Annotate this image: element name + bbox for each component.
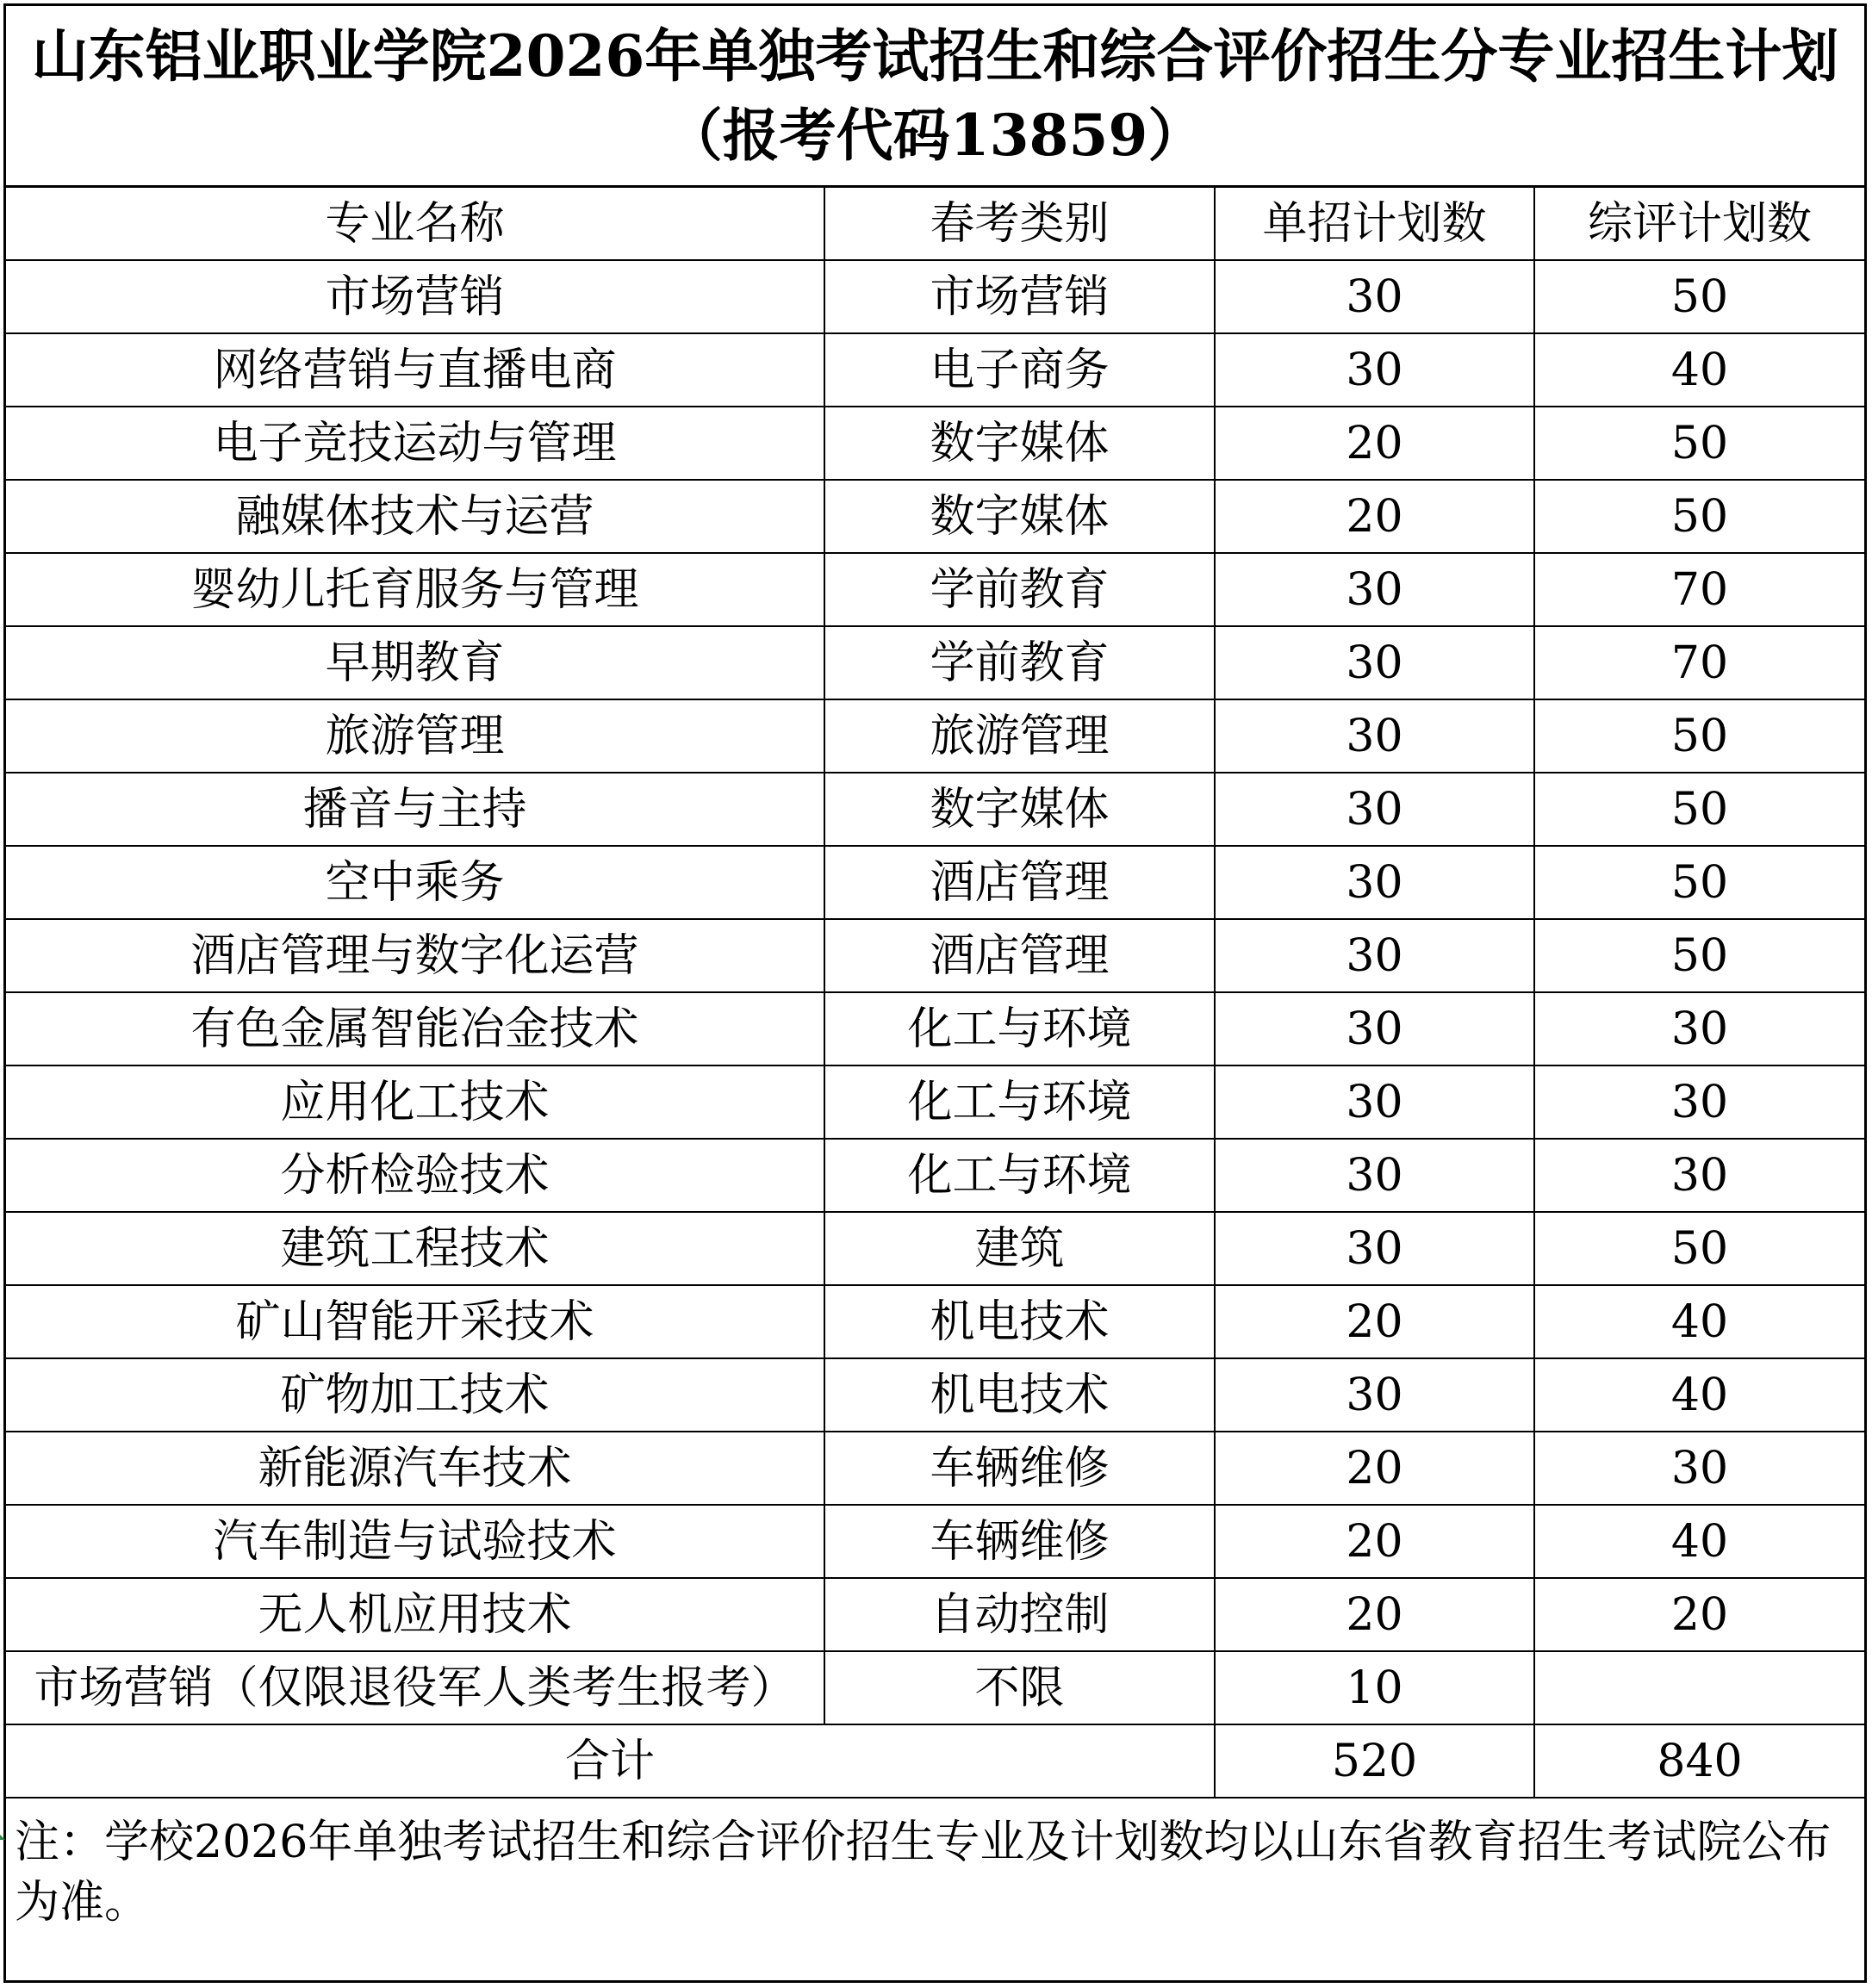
single-plan-cell: 30 (1215, 260, 1534, 333)
comprehensive-plan-cell: 50 (1534, 260, 1864, 333)
single-plan-cell: 20 (1215, 1432, 1534, 1505)
total-comprehensive: 840 (1534, 1724, 1864, 1798)
table-row (6, 1065, 1864, 1139)
category-cell: 化工与环境 (824, 1065, 1215, 1139)
total-single: 520 (1215, 1724, 1534, 1798)
comprehensive-plan-cell: 40 (1534, 1285, 1864, 1358)
comprehensive-plan-cell: 30 (1534, 1065, 1864, 1139)
category-cell: 电子商务 (824, 333, 1215, 407)
single-plan-cell: 30 (1215, 553, 1534, 626)
comprehensive-plan-cell: 40 (1534, 1358, 1864, 1432)
comprehensive-plan-cell: 50 (1534, 480, 1864, 553)
category-cell: 酒店管理 (824, 846, 1215, 919)
column-header-major: 专业名称 (6, 188, 824, 260)
major-cell: 旅游管理 (6, 699, 824, 773)
single-plan-cell: 30 (1215, 1358, 1534, 1432)
table-row (6, 919, 1864, 992)
single-plan-cell: 20 (1215, 1578, 1534, 1651)
single-plan-cell: 30 (1215, 919, 1534, 992)
single-plan-cell: 30 (1215, 333, 1534, 407)
column-header-comprehensive-plan: 综评计划数 (1534, 188, 1864, 260)
comprehensive-plan-cell: 30 (1534, 1139, 1864, 1212)
table-row (6, 407, 1864, 480)
comprehensive-plan-cell: 50 (1534, 773, 1864, 846)
table-row (6, 260, 1864, 333)
table-row (6, 1358, 1864, 1432)
comprehensive-plan-cell: 70 (1534, 626, 1864, 699)
comprehensive-plan-cell: 50 (1534, 1212, 1864, 1285)
page-title: 山东铝业职业学院2026年单独考试招生和综合评价招生分专业招生计划（报考代码13859） (6, 6, 1864, 188)
total-row (6, 1724, 1864, 1798)
single-plan-cell: 30 (1215, 699, 1534, 773)
major-cell: 矿山智能开采技术 (6, 1285, 824, 1358)
major-cell: 市场营销（仅限退役军人类考生报考） (6, 1651, 824, 1724)
single-plan-cell: 10 (1215, 1651, 1534, 1724)
table-row (6, 626, 1864, 699)
single-plan-cell: 30 (1215, 846, 1534, 919)
single-plan-cell: 30 (1215, 1065, 1534, 1139)
column-header-category: 春考类别 (824, 188, 1215, 260)
major-cell: 汽车制造与试验技术 (6, 1505, 824, 1578)
comprehensive-plan-cell: 30 (1534, 1432, 1864, 1505)
single-plan-cell: 20 (1215, 1285, 1534, 1358)
table-row (6, 1578, 1864, 1651)
major-cell: 空中乘务 (6, 846, 824, 919)
category-cell: 机电技术 (824, 1285, 1215, 1358)
comprehensive-plan-cell: 50 (1534, 699, 1864, 773)
single-plan-cell: 30 (1215, 773, 1534, 846)
table-row (6, 699, 1864, 773)
category-cell: 自动控制 (824, 1578, 1215, 1651)
table-row (6, 553, 1864, 626)
category-cell: 化工与环境 (824, 1139, 1215, 1212)
comprehensive-plan-cell: 40 (1534, 333, 1864, 407)
cell-corner-marker (0, 1835, 5, 1840)
major-cell: 市场营销 (6, 260, 824, 333)
single-plan-cell: 20 (1215, 407, 1534, 480)
single-plan-cell: 30 (1215, 626, 1534, 699)
single-plan-cell: 20 (1215, 1505, 1534, 1578)
table-header-row (6, 188, 1864, 260)
table-body (6, 260, 1864, 1724)
category-cell: 不限 (824, 1651, 1215, 1724)
comprehensive-plan-cell (1534, 1651, 1864, 1724)
column-header-single-plan: 单招计划数 (1215, 188, 1534, 260)
table-row (6, 1505, 1864, 1578)
major-cell: 婴幼儿托育服务与管理 (6, 553, 824, 626)
major-cell: 新能源汽车技术 (6, 1432, 824, 1505)
category-cell: 车辆维修 (824, 1432, 1215, 1505)
comprehensive-plan-cell: 20 (1534, 1578, 1864, 1651)
single-plan-cell: 30 (1215, 1139, 1534, 1212)
comprehensive-plan-cell: 50 (1534, 919, 1864, 992)
admission-plan-sheet (3, 3, 1867, 1983)
major-cell: 分析检验技术 (6, 1139, 824, 1212)
category-cell: 市场营销 (824, 260, 1215, 333)
table-row (6, 846, 1864, 919)
major-cell: 融媒体技术与运营 (6, 480, 824, 553)
major-cell: 早期教育 (6, 626, 824, 699)
comprehensive-plan-cell: 40 (1534, 1505, 1864, 1578)
category-cell: 数字媒体 (824, 773, 1215, 846)
major-cell: 网络营销与直播电商 (6, 333, 824, 407)
major-cell: 电子竞技运动与管理 (6, 407, 824, 480)
category-cell: 车辆维修 (824, 1505, 1215, 1578)
table-row (6, 333, 1864, 407)
category-cell: 酒店管理 (824, 919, 1215, 992)
major-cell: 矿物加工技术 (6, 1358, 824, 1432)
category-cell: 机电技术 (824, 1358, 1215, 1432)
category-cell: 化工与环境 (824, 992, 1215, 1065)
table-row (6, 1432, 1864, 1505)
category-cell: 数字媒体 (824, 480, 1215, 553)
table-row (6, 773, 1864, 846)
category-cell: 学前教育 (824, 626, 1215, 699)
major-cell: 无人机应用技术 (6, 1578, 824, 1651)
table-row (6, 1651, 1864, 1724)
category-cell: 旅游管理 (824, 699, 1215, 773)
table-row (6, 992, 1864, 1065)
table-row (6, 1285, 1864, 1358)
category-cell: 建筑 (824, 1212, 1215, 1285)
single-plan-cell: 30 (1215, 992, 1534, 1065)
major-cell: 应用化工技术 (6, 1065, 824, 1139)
major-cell: 有色金属智能冶金技术 (6, 992, 824, 1065)
comprehensive-plan-cell: 50 (1534, 846, 1864, 919)
major-cell: 播音与主持 (6, 773, 824, 846)
single-plan-cell: 20 (1215, 480, 1534, 553)
table-row (6, 480, 1864, 553)
admission-plan-table (6, 188, 1864, 1799)
comprehensive-plan-cell: 70 (1534, 553, 1864, 626)
major-cell: 建筑工程技术 (6, 1212, 824, 1285)
table-row (6, 1212, 1864, 1285)
comprehensive-plan-cell: 50 (1534, 407, 1864, 480)
total-label: 合计 (6, 1724, 1215, 1798)
table-row (6, 1139, 1864, 1212)
major-cell: 酒店管理与数字化运营 (6, 919, 824, 992)
category-cell: 数字媒体 (824, 407, 1215, 480)
footnote: 注：学校2026年单独考试招生和综合评价招生专业及计划数均以山东省教育招生考试院公布为准。 (15, 1817, 1832, 1929)
single-plan-cell: 30 (1215, 1212, 1534, 1285)
category-cell: 学前教育 (824, 553, 1215, 626)
comprehensive-plan-cell: 30 (1534, 992, 1864, 1065)
